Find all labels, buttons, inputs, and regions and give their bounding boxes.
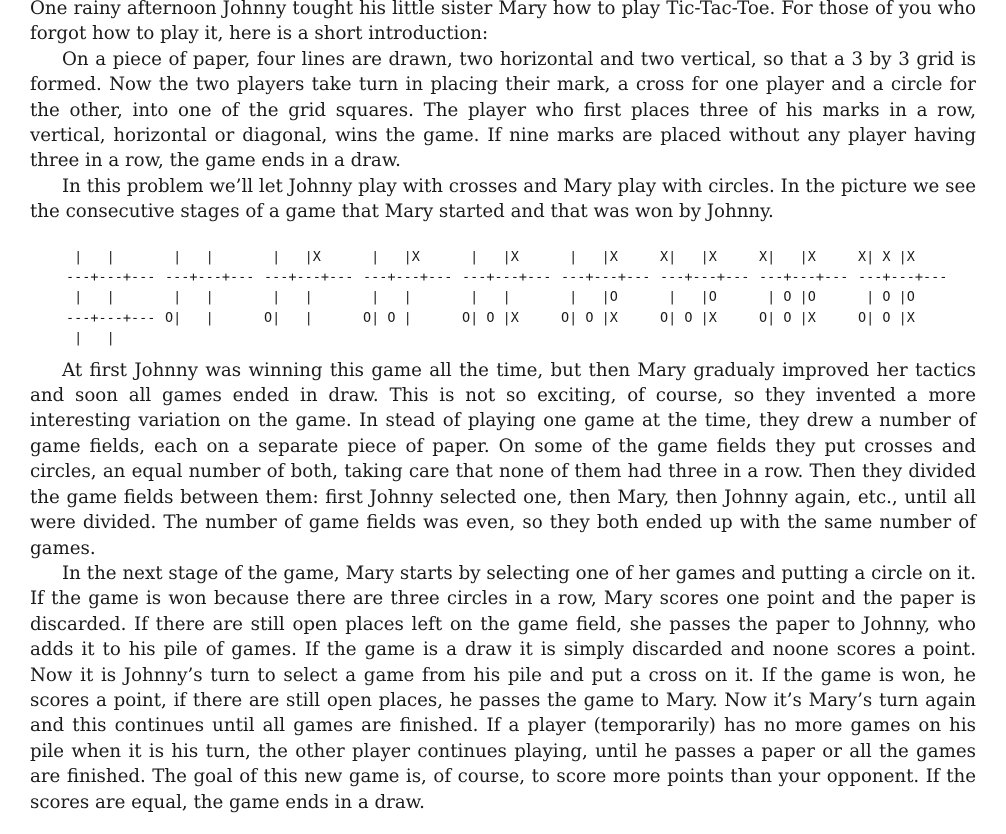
problem-setup-paragraph: In this problem we’ll let Johnny play with crosses and Mary play with circles. In the picture we see the consecutive stages of a game that Mary started and that was won by Johnny.	[30, 175, 976, 223]
game-stage-9: X| X |X ---+---+--- | O |O O| O |X	[858, 248, 948, 326]
game-stage-6: | |X ---+---+--- | |O O| O |X	[561, 248, 651, 326]
game-stage-8: X| |X ---+---+--- | O |O O| O |X	[759, 248, 849, 326]
game-stage-4: | |X ---+---+--- | | O| O |	[363, 248, 453, 326]
game-stage-1: | | ---+---+--- | | ---+---+--- | |	[66, 248, 156, 346]
game-stage-2: | | ---+---+--- | | O| |	[165, 248, 255, 326]
game-stages-figure	[30, 247, 976, 352]
game-stage-3: | |X ---+---+--- | | O| |	[264, 248, 354, 326]
game-stage-7: X| |X ---+---+--- | |O O| O |X	[660, 248, 750, 326]
problem-statement	[30, 0, 976, 815]
rules-paragraph: On a piece of paper, four lines are drawn, two horizontal and two vertical, so that a 3 by 3 grid is formed. Now the two players take turn in placing their mark, a cross for one player and a circle for the other, into one of the grid squares. The player who first places three of his marks in a row, vertical, horizontal or diagonal, wins the game. If nine marks are placed without any player having three in a row, the game ends in a draw.	[30, 48, 976, 172]
game-stage-5: | |X ---+---+--- | | O| O |X	[462, 248, 552, 326]
variation-paragraph: At first Johnny was winning this game all the time, but then Mary gradualy improved her tactics and soon all games ended in draw. This is not so exciting, of course, so they invented a more interesting variation on the game. In stead of playing one game at the time, they drew a number of game fields, each on a separate piece of paper. On some of the game fields they put crosses and circles, an equal number of both, taking care that none of them had three in a row. Then they divided the game fields between them: first Johnny selected one, then Mary, then Johnny again, etc., until all were divided. The number of game fields was even, so they both ended up with the same number of games.	[30, 359, 976, 559]
scoring-rules-paragraph: In the next stage of the game, Mary starts by selecting one of her games and putting a circle on it. If the game is won because there are three circles in a row, Mary scores one point and the paper is discarded. If there are still open places left on the game field, she passes the paper to Johnny, who adds it to his pile of games. If the game is a draw it is simply discarded and noone scores a point. Now it is Johnny’s turn to select a game from his pile and put a cross on it. If the game is won, he scores a point, if there are still open places, he passes the game to Mary. Now it’s Mary’s turn again and this continues until all games are finished. If a player (temporarily) has no more games on his pile when it is his turn, the other player continues playing, until he passes a paper or all the games are finished. The goal of this new game is, of course, to score more points than your opponent. If the scores are equal, the game ends in a draw.	[30, 562, 976, 813]
intro-paragraph: One rainy afternoon Johnny tought his little sister Mary how to play Tic-Tac-Toe. For those of you who forgot how to play it, here is a short introduction:	[30, 0, 976, 45]
